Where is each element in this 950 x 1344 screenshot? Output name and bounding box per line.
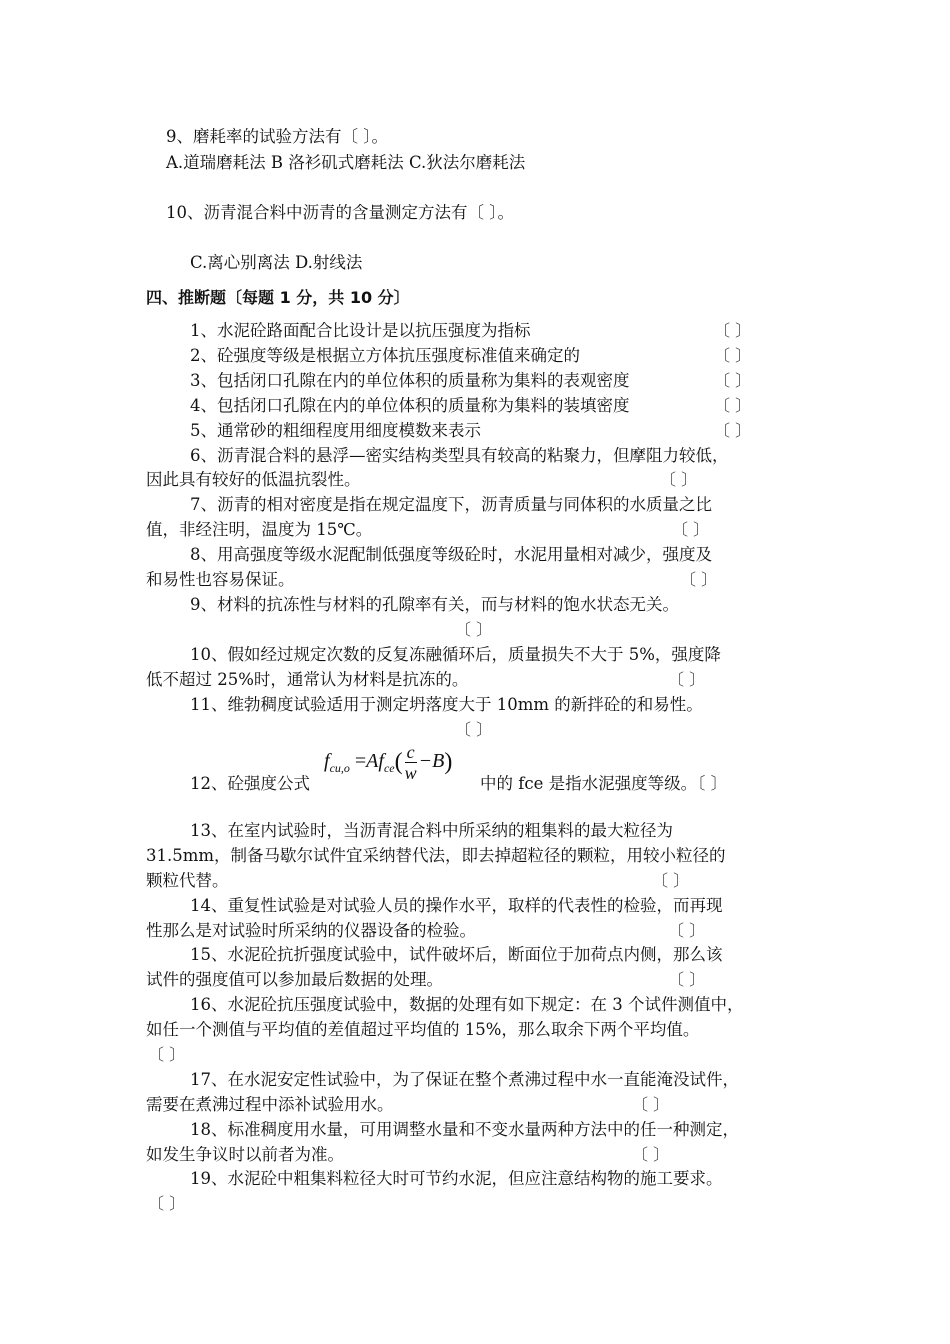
strength-formula: $f_{cu,o} =Af_{ce}$( $\frac{c}{w}$ −B)	[324, 742, 453, 783]
tf-item-8: 8、用高强度等级水泥配制低强度等级砼时，水泥用量相对减少，强度及	[190, 545, 712, 564]
answer-bracket: 〔 〕	[455, 620, 493, 639]
answer-bracket: 〔 〕	[668, 921, 706, 940]
q9-text: 9、磨耗率的试验方法有〔 〕。	[166, 127, 388, 146]
answer-bracket: 〔 〕	[660, 470, 698, 489]
tf-item-10-cont: 低不超过 25%时，通常认为材料是抗冻的。	[146, 670, 469, 689]
tf-item-17-cont: 需要在煮沸过程中添补试验用水。	[146, 1095, 394, 1114]
answer-bracket: 〔 〕	[714, 371, 752, 390]
tf-item-2: 2、砼强度等级是根据立方体抗压强度标准值来确定的	[190, 346, 580, 365]
tf-item-16: 16、水泥砼抗压强度试验中，数据的处理有如下规定：在 3 个试件测值中，	[190, 995, 744, 1014]
tf-item-9: 9、材料的抗冻性与材料的孔隙率有关，而与材料的饱水状态无关。	[190, 595, 679, 614]
tf-item-17: 17、在水泥安定性试验中，为了保证在整个煮沸过程中水一直能淹没试件，	[190, 1070, 739, 1089]
answer-bracket: 〔 〕	[714, 421, 752, 440]
answer-bracket: 〔 〕	[632, 1095, 670, 1114]
tf-item-15-cont: 试件的强度值可以参加最后数据的处理。	[146, 970, 443, 989]
tf-item-15: 15、水泥砼抗折强度试验中，试件破坏后，断面位于加荷点内侧，那么该	[190, 945, 723, 964]
tf-item-8-cont: 和易性也容易保证。	[146, 570, 295, 589]
answer-bracket: 〔 〕	[148, 1045, 186, 1064]
answer-bracket: 〔 〕	[714, 346, 752, 365]
answer-bracket: 〔 〕	[714, 396, 752, 415]
tf-item-14-cont: 性那么是对试验时所采纳的仪器设备的检验。	[146, 921, 476, 940]
answer-bracket: 〔 〕	[652, 871, 690, 890]
tf-item-16-cont: 如任一个测值与平均值的差值超过平均值的 15%，那么取余下两个平均值。	[146, 1020, 700, 1039]
tf-item-14: 14、重复性试验是对试验人员的操作水平，取样的代表性的检验，而再现	[190, 896, 723, 915]
q9-options: A.道瑞磨耗法 B 洛衫矶式磨耗法 C.狄法尔磨耗法	[166, 153, 526, 172]
tf-item-7: 7、沥青的相对密度是指在规定温度下，沥青质量与同体积的水质量之比	[190, 495, 712, 514]
tf-item-19: 19、水泥砼中粗集料粒径大时可节约水泥，但应注意结构物的施工要求。	[190, 1169, 723, 1188]
tf-item-12-cont: 中的 fce 是指水泥强度等级。〔 〕	[480, 774, 728, 793]
tf-item-18: 18、标准稠度用水量，可用调整水量和不变水量两种方法中的任一种测定，	[190, 1120, 739, 1139]
answer-bracket: 〔 〕	[632, 1145, 670, 1164]
answer-bracket: 〔 〕	[455, 720, 493, 739]
tf-item-7-cont: 值，非经注明，温度为 15℃。	[146, 520, 373, 539]
tf-item-1: 1、水泥砼路面配合比设计是以抗压强度为指标	[190, 321, 531, 340]
section-title: 四、推断题〔每题 1 分，共 10 分〕	[146, 288, 410, 307]
tf-item-11: 11、维勃稠度试验适用于测定坍落度大于 10mm 的新拌砼的和易性。	[190, 695, 703, 714]
tf-item-12: 12、砼强度公式	[190, 774, 310, 793]
tf-item-13: 13、在室内试验时，当沥青混合料中所采纳的粗集料的最大粒径为	[190, 821, 673, 840]
answer-bracket: 〔 〕	[148, 1194, 186, 1213]
answer-bracket: 〔 〕	[714, 321, 752, 340]
tf-item-6-cont: 因此具有较好的低温抗裂性。	[146, 470, 361, 489]
tf-item-10: 10、假如经过规定次数的反复冻融循环后，质量损失不大于 5%，强度降	[190, 645, 721, 664]
tf-item-4: 4、包括闭口孔隙在内的单位体积的质量称为集料的装填密度	[190, 396, 630, 415]
tf-item-5: 5、通常砂的粗细程度用细度模数来表示	[190, 421, 481, 440]
tf-item-13-cont2: 颗粒代替。	[146, 871, 229, 890]
tf-item-3: 3、包括闭口孔隙在内的单位体积的质量称为集料的表观密度	[190, 371, 630, 390]
q10-text: 10、沥青混合料中沥青的含量测定方法有〔 〕。	[166, 203, 514, 222]
tf-item-6: 6、沥青混合料的悬浮—密实结构类型具有较高的粘聚力，但摩阻力较低，	[190, 446, 729, 465]
q10-options: C.离心别离法 D.射线法	[190, 253, 363, 272]
answer-bracket: 〔 〕	[672, 520, 710, 539]
tf-item-18-cont: 如发生争议时以前者为准。	[146, 1145, 344, 1164]
answer-bracket: 〔 〕	[668, 970, 706, 989]
answer-bracket: 〔 〕	[668, 670, 706, 689]
tf-item-13-cont: 31.5mm，制备马歇尔试件宜采纳替代法，即去掉超粒径的颗粒，用较小粒径的	[146, 846, 726, 865]
answer-bracket: 〔 〕	[680, 570, 718, 589]
